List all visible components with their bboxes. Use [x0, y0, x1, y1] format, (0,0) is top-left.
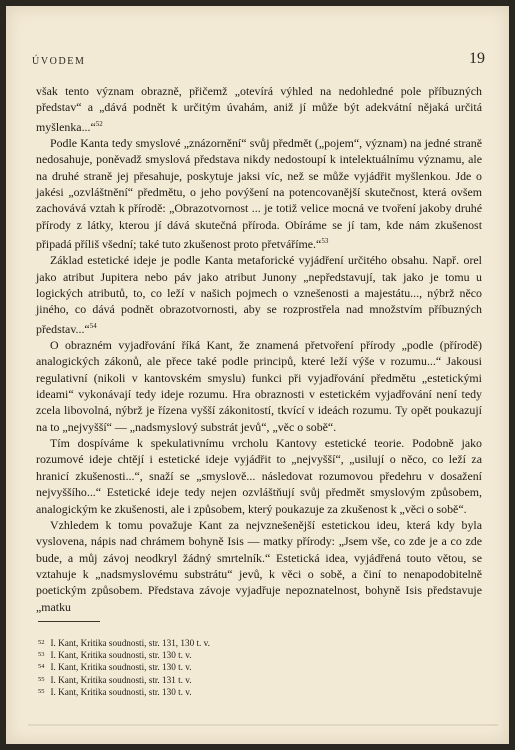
- paragraph: Vzhledem k tomu považuje Kant za nejvznešenější estetickou ideu, která kdy byla vyslovena, nápis nad chrámem bohyně Isis — matky přírody: „Jsem vše, co zde je a co zde bude, a můj závoj neodkryl žádný smrtelník.“ Estetická idea, vyjádřená touto větou, se vztahuje k „nadsmyslovému substrátu“ jevů, k věci o sobě, a činí to nenapodobitelně poetickým způsobem. Představa závoje vyjadřuje nepoznatelnost, bohyně Isis představuje „matku: [36, 517, 482, 614]
- book-page: [6, 6, 509, 744]
- footnote: $^{55}$ I. Kant, Kritika soudnosti, str. 130 t. v.: [38, 686, 192, 697]
- footnote: $^{53}$ I. Kant, Kritika soudnosti, str. 130 t. v.: [38, 650, 192, 661]
- paragraph: Základ estetické ideje je podle Kanta metaforické vyjádření určitého obsahu. Např. orel jako atribut Jupitera nebo páv jako atribut Junony „nepředstavují, tak jako je tomu u logických atributů, to, co leží v našich pojmech o vznešenosti a majestátu..., nýbrž něco jiného, co dává podnět obrazotvornosti, aby se rozprostřela nad množstvím příbuzných představ...“$^{54}$: [36, 253, 482, 336]
- footnote: $^{55}$ I. Kant, Kritika soudnosti, str. 131 t. v.: [38, 674, 192, 685]
- running-head: ÚVODEM: [32, 56, 86, 67]
- page-stain: [28, 724, 498, 726]
- paragraph: O obrazném vyjadřování říká Kant, že znamená přetvoření přírody „podle (přírodě) analogických zákonů, ale přece také podle principů, které leží výše v rozumu...“ Jakousi regulativní (nikoli v kantovském smyslu) funkci při vyjadřování předmětu „estetickými ideami“ vykonávají tedy ideje rozumu. Hra obraznosti v estetickém vyjadřování není tedy zcela libovolná, nýbrž je řízena vyšší zákonitostí, tkvící v ideách rozumu. Ty opět poukazují na to „nejvyšší“ — „nadsmyslový substrát jevů“, „věc o sobě“.: [36, 338, 482, 434]
- footnote: $^{54}$ I. Kant, Kritika soudnosti, str. 130 t. v.: [38, 662, 192, 673]
- paragraph: však tento význam obrazně, přičemž „otevírá výhled na nedohledné pole příbuzných představ“ a „dává podnět k určitým úvahám, aniž jí může být adekvátní nějaká určitá myšlenka...“$^{52}$: [36, 84, 482, 134]
- paragraph: Tím dospíváme k spekulativnímu vrcholu Kantovy estetické teorie. Podobně jako rozumové ideje chtějí i estetické ideje vyjádřit to „nejvyšší“, „usilují o něco, co leží za hranicí zkušenosti...“, snaží se „smyslově... následovat rozumovou předehru v dosažení nejvyššího...“ Estetické ideje tedy nejen ozvláštňují svůj předmět smyslovým způsobem, analogickým ke zkušenosti, ale i způsobem, který poukazuje za zkušenost k „věci o sobě“.: [36, 436, 482, 516]
- body-text: [36, 83, 482, 615]
- page-number: 19: [469, 50, 485, 67]
- footnote: $^{52}$ I. Kant, Kritika soudnosti, str. 131, 130 t. v.: [38, 638, 210, 648]
- paragraph: Podle Kanta tedy smyslové „znázornění“ svůj předmět („pojem“, význam) na jedné straně nedosahuje, poněvadž smyslová představa nikdy nedostoupí k intelektuálnímu významu, ale na druhé straně jej přesahuje, poskytuje jaksi víc, než se může vyjádřit myšlenkou. Jde o jakési „ozvláštnění“ předmětu, o jeho povýšení na potencovanější skutečnost, která ovšem zachovává vztah k přírodě: „Obrazotvornost ... je totiž velice mocná ve tvoření jakoby druhé přírody z látky, kterou jí dává skutečná příroda. Obíráme se jí tam, kde nám zkušenost připadá příliš všední; také tuto zkušenost proto přetváříme.“$^{53}$: [36, 136, 482, 252]
- footnotes: [38, 637, 338, 698]
- page-header: [32, 50, 485, 74]
- footnote-rule: [38, 621, 100, 622]
